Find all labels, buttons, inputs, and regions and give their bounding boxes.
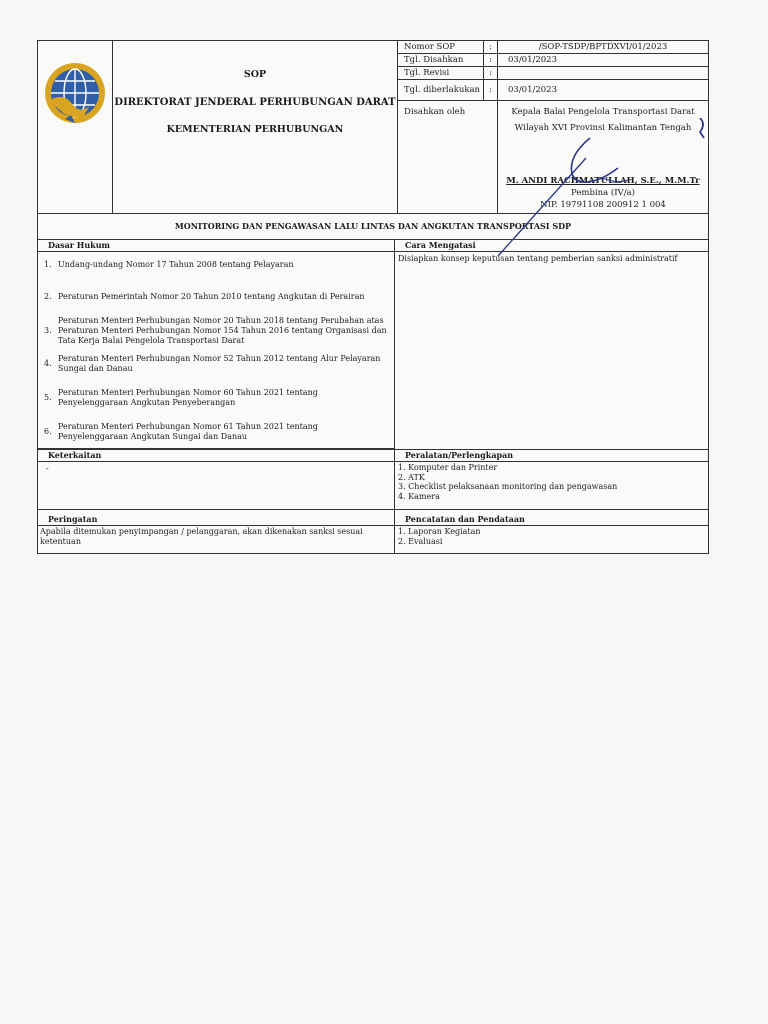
dasar-hukum-heading: Dasar Hukum (38, 240, 394, 252)
list-item (44, 316, 388, 346)
meta-colon: : (484, 80, 498, 100)
approver-title-2: Wilayah XVI Provinsi Kalimantan Tengah (514, 123, 692, 133)
list-item: 3. Checklist pelaksanaan monitoring dan pengawasan (398, 482, 618, 491)
approver-rank: Pembina (IV/a) (571, 188, 635, 198)
meta-label: Tgl. Disahkan (398, 54, 484, 66)
keterkaitan-heading: Keterkaitan (38, 450, 394, 462)
list-text: Undang-undang Nomor 17 Tahun 2008 tentang Pelayaran (58, 260, 294, 269)
col-peralatan (395, 450, 708, 510)
pencatatan-list (395, 526, 708, 547)
list-item: 2. ATK (398, 472, 425, 482)
col-keterkaitan (38, 450, 395, 510)
logo-cell (38, 41, 113, 213)
peringatan-heading: Peringatan (38, 514, 394, 526)
meta-row-berlaku (398, 80, 708, 101)
row-dasar-cara (38, 240, 708, 449)
dasar-hukum-list (38, 252, 394, 449)
list-item: 1. Komputer dan Printer (398, 463, 498, 472)
approved-by-label: Disahkan oleh (398, 101, 498, 213)
list-item (44, 260, 388, 270)
list-item (44, 422, 388, 442)
meta-row-nomor (398, 41, 708, 54)
list-number: 5. (44, 393, 52, 402)
meta-value (498, 67, 708, 79)
meta-value: 03/01/2023 (508, 55, 557, 65)
row-keterkaitan-peralatan (38, 449, 708, 510)
meta-label: Tgl. Revisi (398, 67, 484, 79)
meta-row-revisi (398, 67, 708, 80)
list-item (44, 292, 388, 302)
col-cara-mengatasi (395, 240, 708, 449)
list-item: 2. Evaluasi (398, 536, 443, 546)
signature-icon (490, 118, 730, 258)
list-text: Peraturan Menteri Perhubungan Nomor 52 Tahun 2012 tentang Alur Pelayaran Sungai dan Danau (58, 354, 381, 373)
sop-label: SOP (243, 69, 267, 80)
cara-mengatasi-heading: Cara Mengatasi (395, 240, 708, 252)
meta-value: /SOP-TSDP/BPTDXVI/01/2023 (538, 42, 668, 52)
approver-nip: NIP. 19791108 200912 1 004 (540, 200, 666, 210)
list-number: 2. (44, 292, 52, 301)
meta-colon: : (484, 67, 498, 79)
col-peringatan (38, 510, 395, 553)
ministry-name: KEMENTERIAN PERHUBUNGAN (166, 124, 344, 135)
list-text: Peraturan Menteri Perhubungan Nomor 61 Tahun 2021 tentang Penyelenggaraan Angkutan Sungai dan Danau (58, 422, 318, 441)
meta-row-disahkan (398, 54, 708, 67)
col-dasar-hukum (38, 240, 395, 449)
list-item: 4. Kamera (398, 491, 440, 501)
list-text: Peraturan Pemerintah Nomor 20 Tahun 2010 tentang Angkutan di Perairan (58, 292, 365, 301)
ministry-logo-icon (43, 61, 107, 125)
meta-colon: : (484, 54, 498, 66)
approver-title-1: Kepala Balai Pengelola Transportasi Darat (511, 107, 695, 117)
meta-colon: : (484, 41, 498, 53)
list-item (44, 354, 388, 374)
approver-name: M. ANDI RACHMATULLAH, S.E., M.M.Tr (506, 176, 700, 186)
peralatan-list (395, 462, 708, 502)
col-pencatatan (395, 510, 708, 553)
sop-title: MONITORING DAN PENGAWASAN LALU LINTAS DAN ANGKUTAN TRANSPORTASI SDP (38, 214, 708, 240)
directorate-name: DIREKTORAT JENDERAL PERHUBUNGAN DARAT (114, 97, 396, 108)
list-number: 6. (44, 427, 52, 436)
meta-label: Nomor SOP (398, 41, 484, 53)
pencatatan-heading: Pencatatan dan Pendataan (395, 514, 708, 526)
peralatan-heading: Peralatan/Perlengkapan (395, 450, 708, 462)
peringatan-text: Apabila ditemukan penyimpangan / pelanggaran, akan dikenakan sanksi sesuai ketentuan (40, 527, 363, 546)
list-text: Peraturan Menteri Perhubungan Nomor 60 Tahun 2021 tentang Penyelenggaraan Angkutan Penyeberangan (58, 388, 318, 407)
list-number: 1. (44, 260, 52, 269)
list-item (44, 388, 388, 408)
cara-mengatasi-text: Disiapkan konsep keputusan tentang pemberian sanksi administratif (398, 254, 678, 263)
meta-value: 03/01/2023 (508, 85, 557, 95)
list-number: 3. (44, 326, 52, 335)
list-item: 1. Laporan Kegiatan (398, 527, 481, 536)
keterkaitan-text: - (46, 464, 49, 473)
row-peringatan-pencatatan (38, 510, 708, 553)
meta-label: Tgl. diberlakukan (398, 80, 484, 100)
keterkaitan-body (38, 462, 394, 510)
list-number: 4. (44, 359, 52, 368)
list-text: Peraturan Menteri Perhubungan Nomor 20 Tahun 2018 tentang Perubahan atas Peraturan Menteri Perhubungan Nomor 154 Tahun 2016 tentang Organisasi dan Tata Kerja Balai Pengelola Transportasi Darat (58, 316, 387, 345)
title-cell (113, 41, 398, 213)
